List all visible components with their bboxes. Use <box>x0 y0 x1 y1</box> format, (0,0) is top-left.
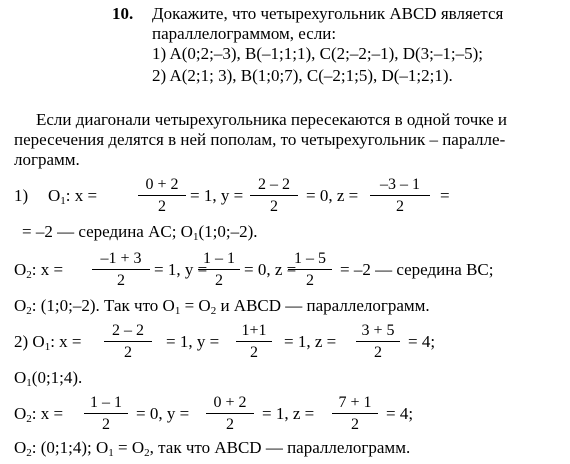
intro-line-2: пересечения делятся в ней пополам, то четырехугольник – паралле- <box>14 130 506 149</box>
sol2-o1-x-result: = 1, y = <box>166 332 220 351</box>
sol2-o2-x-result: = 0, y = <box>136 404 190 423</box>
problem-line-2: параллелограммом, если: <box>152 24 337 43</box>
sol1-o1: $O_1$: x = <box>48 186 98 207</box>
sol2-o1: 2) $O_1$: x = <box>14 332 82 353</box>
sol2-o2-y-result: = 1, z = <box>262 404 315 423</box>
problem-case-2: 2) A(2;1; 3), B(1;0;7), C(–2;1;5), D(–1;2;1). <box>152 66 453 85</box>
sol1-label: 1) <box>14 186 29 205</box>
sol1-o2: $O_2$: x = <box>14 260 64 281</box>
sol2-o2-x-fraction: 1 – 1 2 <box>84 394 128 434</box>
sol1-o2-x-result: = 1, y = <box>154 260 208 279</box>
sol1-o1-y-fraction: 2 – 2 2 <box>250 176 298 216</box>
intro-line-3: лограмм. <box>14 150 80 169</box>
problem-line-1: Докажите, что четырехугольник ABCD является <box>152 4 504 23</box>
sol2-o2-z-result: = 4; <box>386 404 414 423</box>
sol1-o1-z-fraction: –3 – 1 2 <box>370 176 430 216</box>
sol2-o1-z-result: = 4; <box>408 332 436 351</box>
sol2-o1-x-fraction: 2 – 2 2 <box>104 322 152 362</box>
sol2-o2-z-fraction: 7 + 1 2 <box>332 394 378 434</box>
sol2-o1-y-fraction: 1+1 2 <box>236 322 272 362</box>
sol1-o1-x-result: = 1, y = <box>190 186 244 205</box>
sol2-o2-y-fraction: 0 + 2 2 <box>206 394 254 434</box>
sol1-o1-x-fraction: 0 + 2 2 <box>138 176 186 216</box>
problem-number: 10. <box>112 4 134 23</box>
sol1-o2-y-result: = 0, z = <box>244 260 297 279</box>
sol2-o2: $O_2$: x = <box>14 404 64 425</box>
sol1-o1-z-result: = <box>440 186 450 205</box>
sol2-o1-y-result: = 1, z = <box>284 332 337 351</box>
sol2-o1-point: $O_1(0;1;4)$. <box>14 368 83 389</box>
sol1-o2-x-fraction: –1 + 3 2 <box>92 250 150 290</box>
sol1-conclusion: $O_2$: (1;0;–2). Так что $O_1 = O_2$ и ABCD — параллелограмм. <box>14 296 430 317</box>
sol1-o2-y-fraction: 1 – 1 2 <box>198 250 240 290</box>
sol2-conclusion: $O_2$: (0;1;4); $O_1 = O_2$, так что ABCD — параллелограмм. <box>14 438 411 459</box>
problem-case-1: 1) A(0;2;–3), B(–1;1;1), C(2;–2;–1), D(3;–1;–5); <box>152 44 484 63</box>
intro-line-1: Если диагонали четырехугольника пересекаются в одной точке и <box>36 110 508 129</box>
sol2-o1-z-fraction: 3 + 5 2 <box>356 322 400 362</box>
sol1-o2-z-result: = –2 — середина BC; <box>340 260 494 279</box>
sol1-o2-z-fraction: 1 – 5 2 <box>288 250 332 290</box>
sol1-o1-continuation: = –2 — середина AC; $O_1(1;0;-2)$. <box>22 222 258 243</box>
sol1-o1-y-result: = 0, z = <box>306 186 359 205</box>
